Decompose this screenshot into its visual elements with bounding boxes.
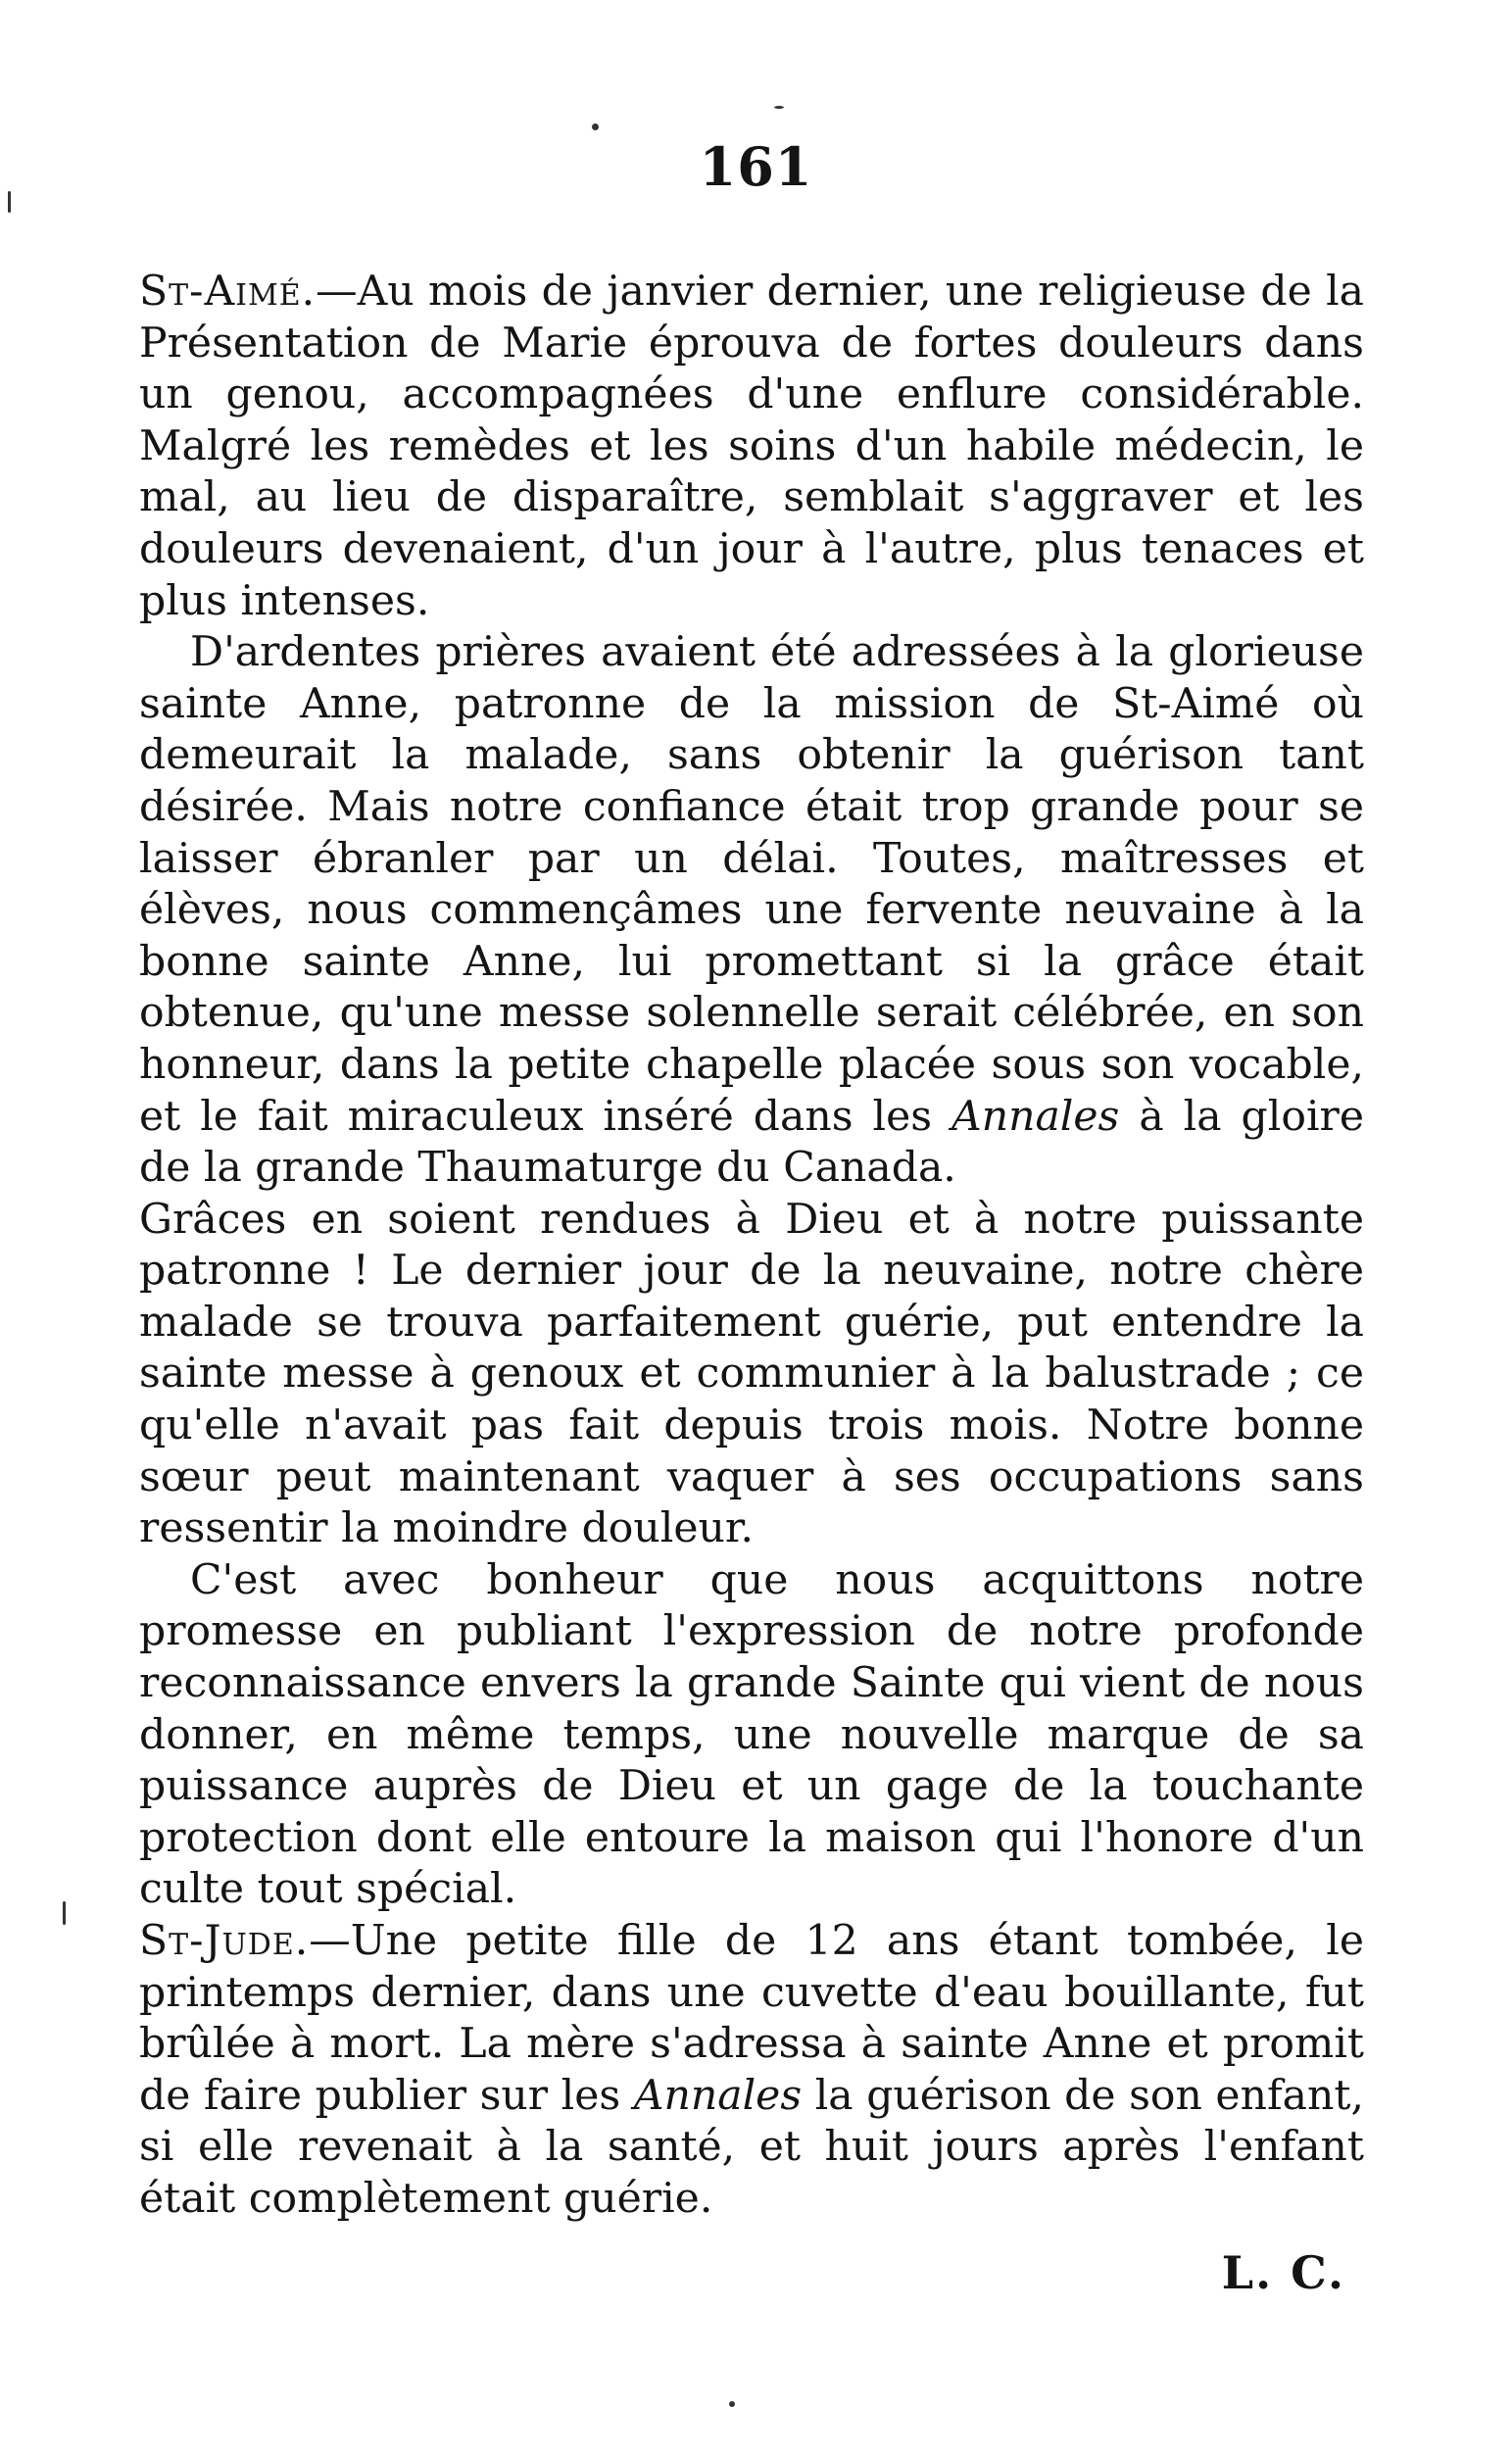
paragraph-text: —Au mois de janvier dernier, une religieuse de la Présentation de Marie éprouva de fortes douleurs dans un genou, accompagnées d'une enflure considérable. Malgré les remèdes et les soins d'un habile médecin, le mal, au lieu de disparaître, semblait s'aggraver et les douleurs devenaient, d'un jour à l'autre, plus tenaces et plus intenses. (139, 268, 1364, 625)
print-speck (729, 2401, 735, 2407)
paragraph-text: D'ardentes prières avaient été adressées à la glorieuse sainte Anne, patronne de la mission de St-Aimé où demeurait la malade, sans obtenir la guérison tant désirée. Mais notre confiance était trop grande pour se laisser ébranler par un délai. Toutes, maîtresses et élèves, nous commençâmes une fervente neuvaine à la bonne sainte Anne, lui promettant si la grâce était obtenue, qu'une messe solennelle serait célébrée, en son honneur, dans la petite chapelle placée sous son vocable, et le fait miraculeux inséré dans les (139, 628, 1364, 1141)
paragraph-st-aime (139, 267, 1364, 627)
paragraph-text: C'est avec bonheur que nous acquittons notre promesse en publiant l'expression de notre profonde reconnaissance envers la grande Sainte qui vient de nous donner, en même temps, une nouvelle marque de sa puissance auprès de Dieu et un gage de la touchante protection dont elle entoure la maison qui l'honore d'un culte tout spécial. (139, 1555, 1364, 1914)
page-number: 161 (699, 135, 813, 198)
print-speck (592, 123, 599, 130)
print-speck (8, 191, 11, 213)
print-speck (63, 1901, 66, 1925)
paragraph-text: la guérison de son enfant, si elle revenait à la santé, et huit jours après l'enfant était complètement guérie. (139, 2071, 1364, 2223)
article-body (139, 267, 1364, 2226)
paragraph-text: —Une petite fille de 12 ans étant tombée, le printemps dernier, dans une cuvette d'eau bouillante, fut brûlée à mort. La mère s'adressa à sainte Anne et promit de faire publier sur les (139, 1917, 1364, 2120)
paragraph-prayers (139, 627, 1364, 1195)
paragraph-promise (139, 1555, 1364, 1916)
paragraph-text: Grâces en soient rendues à Dieu et à notre puissante patronne ! Le dernier jour de la neuvaine, notre chère malade se trouva parfaitement guérie, put entendre la sainte messe à genoux et communier à la balustrade ; ce qu'elle n'avait pas fait depuis trois mois. Notre bonne sœur peut maintenant vaquer à ses occupations sans ressentir la moindre douleur. (139, 1195, 1364, 1553)
annales-title: Annales (951, 1092, 1120, 1141)
paragraph-st-jude (139, 1916, 1364, 2226)
paragraph-graces (139, 1195, 1364, 1555)
annales-title: Annales (633, 2071, 803, 2120)
signature: L. C. (1221, 2246, 1345, 2299)
paragraph-text: à la gloire de la grande Thaumaturge du Canada. (139, 1092, 1364, 1193)
print-speck (774, 106, 784, 109)
section-heading-st-jude: St-Jude. (139, 1917, 310, 1965)
section-heading-st-aime: St-Aimé. (139, 268, 317, 316)
